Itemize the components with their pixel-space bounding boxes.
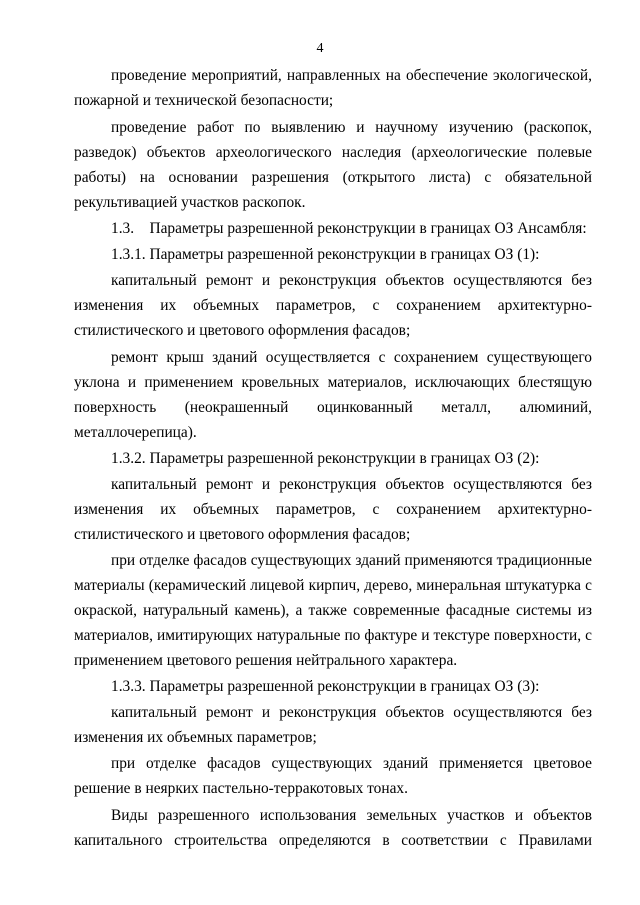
subsection-heading: 1.3.2. Параметры разрешенной реконструкции в границах ОЗ (2): bbox=[111, 450, 540, 467]
text-line: ремонт крыш зданий осуществляется с сохранением существующего bbox=[111, 349, 592, 366]
text-line: металлочерепица). bbox=[74, 424, 197, 441]
text-line: капитальный ремонт и реконструкция объектов осуществляются без bbox=[111, 476, 592, 493]
text-line: изменения их объемных параметров, с сохранением архитектурно- bbox=[74, 297, 592, 314]
subsection-heading: 1.3.1. Параметры разрешенной реконструкции в границах ОЗ (1): bbox=[111, 246, 540, 263]
text-line: уклона и применением кровельных материалов, исключающих блестящую bbox=[74, 374, 592, 391]
text-line: работы) на основании разрешения (открытого листа) с обязательной bbox=[74, 169, 592, 186]
text-line: проведение работ по выявлению и научному изучению (раскопок, bbox=[111, 119, 592, 136]
text-line: изменения их объемных параметров; bbox=[74, 729, 317, 746]
text-line: капитального строительства определяются в соответствии с Правилами bbox=[74, 832, 592, 849]
text-line: решение в неярких пастельно-терракотовых тонах. bbox=[74, 780, 408, 797]
text-line: рекультивацией участков раскопок. bbox=[74, 194, 306, 211]
text-line: стилистического и цветового оформления фасадов; bbox=[74, 322, 411, 339]
text-line: Виды разрешенного использования земельных участков и объектов bbox=[111, 807, 592, 824]
text-line: применением цветового решения нейтрального характера. bbox=[74, 652, 458, 669]
text-line: капитальный ремонт и реконструкция объектов осуществляются без bbox=[111, 704, 592, 721]
text-line: окраской, натуральный камень), а также современные фасадные системы из bbox=[74, 602, 592, 619]
text-line: материалов, имитирующих натуральные по фактуре и текстуре поверхности, с bbox=[74, 627, 592, 644]
text-line: разведок) объектов археологического наследия (археологические полевые bbox=[74, 144, 592, 161]
subsection-heading: 1.3.3. Параметры разрешенной реконструкции в границах ОЗ (3): bbox=[111, 678, 540, 695]
text-line: материалы (керамический лицевой кирпич, дерево, минеральная штукатурка с bbox=[74, 577, 592, 594]
text-line: при отделке фасадов существующих зданий применяется цветовое bbox=[111, 755, 592, 772]
text-line: стилистического и цветового оформления фасадов; bbox=[74, 526, 411, 543]
page-number: 4 bbox=[316, 41, 324, 56]
text-line: капитальный ремонт и реконструкция объектов осуществляются без bbox=[111, 272, 592, 289]
text-line: проведение мероприятий, направленных на обеспечение экологической, bbox=[111, 67, 592, 84]
text-line: при отделке фасадов существующих зданий применяются традиционные bbox=[111, 552, 592, 569]
text-line: пожарной и технической безопасности; bbox=[74, 92, 334, 109]
text-line: изменения их объемных параметров, с сохранением архитектурно- bbox=[74, 501, 592, 518]
section-heading: 1.3. Параметры разрешенной реконструкции в границах ОЗ Ансамбля: bbox=[111, 220, 587, 237]
text-line: поверхность (неокрашенный оцинкованный металл, алюминий, bbox=[74, 399, 592, 416]
